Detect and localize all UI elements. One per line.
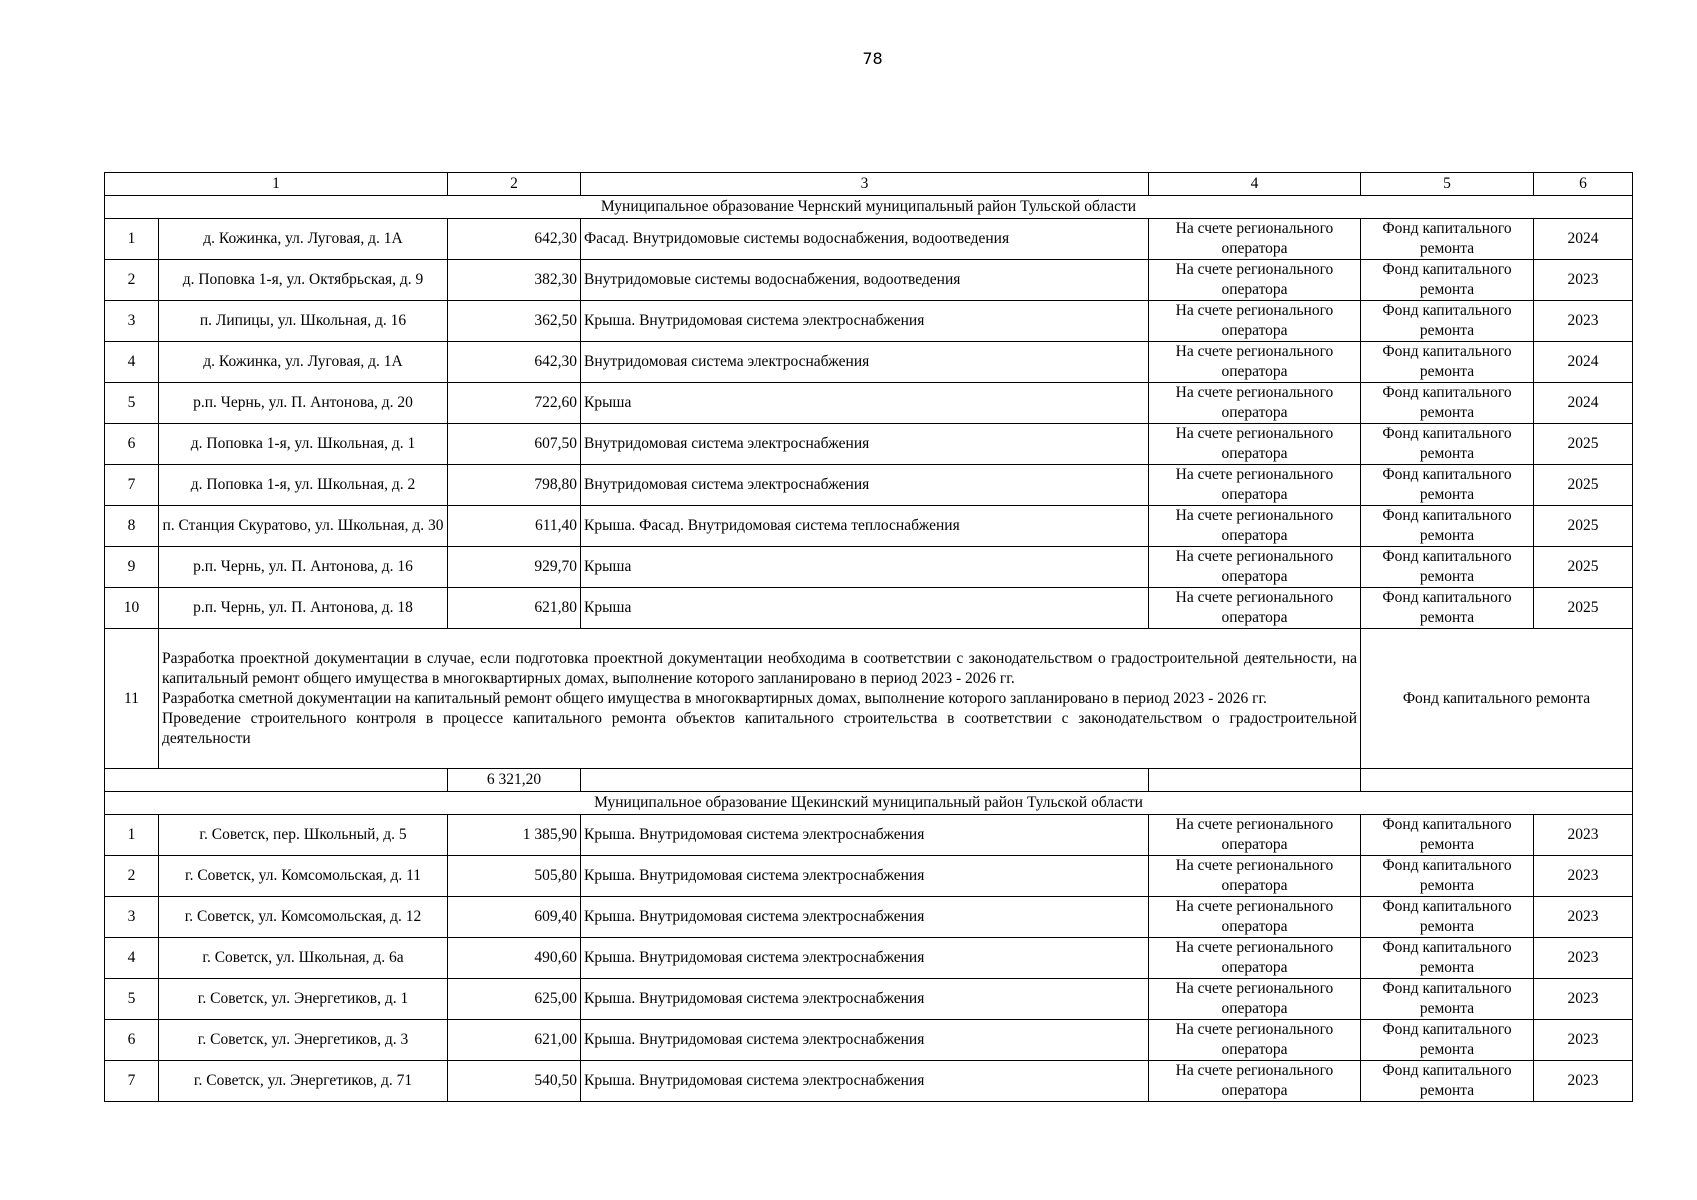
house-area: 625,00 [448,979,581,1020]
funding-source: Фонд капитального ремонта [1361,897,1534,938]
house-address: п. Станция Скуратово, ул. Школьная, д. 30 [159,506,448,547]
repair-year: 2025 [1534,465,1633,506]
fund-account: На счете регионального оператора [1149,856,1361,897]
repair-year: 2023 [1534,301,1633,342]
fund-account: На счете регионального оператора [1149,301,1361,342]
repair-works: Крыша. Внутридомовая система электроснабжения [581,979,1149,1020]
table-row [105,856,1633,897]
repair-works: Крыша [581,547,1149,588]
note-paragraph: Разработка проектной документации в случае, если подготовка проектной документации необходима в соответствии с законодательством о градостроительной деятельности, на капитальный ремонт общего имущества в многоквартирных домах, выполнение которого запланировано в период 2023 - 2026 гг. [162,649,1357,687]
repair-program-table [104,172,1633,1102]
municipality-header-row [105,196,1633,219]
row-number: 7 [105,465,159,506]
table-row [105,301,1633,342]
house-address: д. Кожинка, ул. Луговая, д. 1А [159,219,448,260]
row-number: 5 [105,979,159,1020]
column-header-2: 2 [448,173,581,196]
funding-source: Фонд капитального ремонта [1361,1020,1534,1061]
funding-source: Фонд капитального ремонта [1361,301,1534,342]
fund-account: На счете регионального оператора [1149,506,1361,547]
fund-account: На счете регионального оператора [1149,815,1361,856]
table-row [105,506,1633,547]
funding-source: Фонд капитального ремонта [1361,938,1534,979]
total-area: 6 321,20 [448,769,581,792]
repair-year: 2024 [1534,219,1633,260]
municipality-title: Муниципальное образование Щекинский муниципальный район Тульской области [105,792,1633,815]
column-number-header-row [105,173,1633,196]
house-address: г. Советск, ул. Энергетиков, д. 1 [159,979,448,1020]
row-number: 1 [105,219,159,260]
row-number: 9 [105,547,159,588]
house-area: 607,50 [448,424,581,465]
row-number: 6 [105,1020,159,1061]
table-row [105,424,1633,465]
house-area: 642,30 [448,219,581,260]
row-number: 2 [105,856,159,897]
repair-year: 2024 [1534,383,1633,424]
table-row [105,938,1633,979]
repair-year: 2023 [1534,1020,1633,1061]
house-area: 540,50 [448,1061,581,1102]
house-area: 609,40 [448,897,581,938]
table-row [105,897,1633,938]
house-address: г. Советск, ул. Школьная, д. 6а [159,938,448,979]
row-number: 6 [105,424,159,465]
funding-source: Фонд капитального ремонта [1361,260,1534,301]
funding-source: Фонд капитального ремонта [1361,342,1534,383]
fund-account: На счете регионального оператора [1149,588,1361,629]
house-address: р.п. Чернь, ул. П. Антонова, д. 16 [159,547,448,588]
house-area: 642,30 [448,342,581,383]
funding-source: Фонд капитального ремонта [1361,856,1534,897]
funding-source: Фонд капитального ремонта [1361,465,1534,506]
total-empty-cell [581,769,1149,792]
house-area: 621,00 [448,1020,581,1061]
table-row [105,815,1633,856]
fund-account: На счете регионального оператора [1149,979,1361,1020]
repair-year: 2025 [1534,588,1633,629]
funding-source: Фонд капитального ремонта [1361,506,1534,547]
funding-source: Фонд капитального ремонта [1361,979,1534,1020]
house-area: 382,30 [448,260,581,301]
house-address: р.п. Чернь, ул. П. Антонова, д. 20 [159,383,448,424]
repair-works: Крыша [581,588,1149,629]
repair-year: 2023 [1534,856,1633,897]
table-body [105,173,1633,1102]
repair-year: 2024 [1534,342,1633,383]
repair-year: 2025 [1534,547,1633,588]
repair-works: Внутридомовая система электроснабжения [581,465,1149,506]
repair-works: Крыша. Внутридомовая система электроснабжения [581,938,1149,979]
house-address: д. Поповка 1-я, ул. Школьная, д. 1 [159,424,448,465]
funding-source: Фонд капитального ремонта [1361,815,1534,856]
design-documentation-row [105,629,1633,769]
column-header-4: 4 [1149,173,1361,196]
repair-works: Крыша. Фасад. Внутридомовая система теплоснабжения [581,506,1149,547]
fund-account: На счете регионального оператора [1149,897,1361,938]
total-empty-cell [1149,769,1361,792]
house-address: д. Кожинка, ул. Луговая, д. 1А [159,342,448,383]
row-number: 4 [105,342,159,383]
repair-works: Внутридомовая система электроснабжения [581,424,1149,465]
repair-year: 2023 [1534,979,1633,1020]
fund-account: На счете регионального оператора [1149,938,1361,979]
table-row [105,588,1633,629]
repair-year: 2023 [1534,897,1633,938]
fund-account: На счете регионального оператора [1149,219,1361,260]
repair-works: Внутридомовые системы водоснабжения, водоотведения [581,260,1149,301]
repair-works: Крыша. Внутридомовая система электроснабжения [581,1020,1149,1061]
row-number: 11 [105,629,159,769]
row-number: 7 [105,1061,159,1102]
repair-works: Крыша. Внутридомовая система электроснабжения [581,856,1149,897]
municipality-title: Муниципальное образование Чернский муниципальный район Тульской области [105,196,1633,219]
row-number: 3 [105,897,159,938]
house-area: 490,60 [448,938,581,979]
house-address: д. Поповка 1-я, ул. Октябрьская, д. 9 [159,260,448,301]
row-number: 3 [105,301,159,342]
table-row [105,219,1633,260]
repair-year: 2023 [1534,815,1633,856]
fund-account: На счете регионального оператора [1149,342,1361,383]
note-paragraph: Разработка сметной документации на капитальный ремонт общего имущества в многоквартирных домах, выполнение которого запланировано в период 2023 - 2026 гг. [162,689,1267,707]
funding-source: Фонд капитального ремонта [1361,219,1534,260]
repair-works: Внутридомовая система электроснабжения [581,342,1149,383]
repair-year: 2023 [1534,260,1633,301]
table-row [105,979,1633,1020]
funding-source: Фонд капитального ремонта [1361,547,1534,588]
row-number: 4 [105,938,159,979]
funding-source: Фонд капитального ремонта [1361,1061,1534,1102]
design-documentation-text [159,629,1361,769]
row-number: 5 [105,383,159,424]
house-area: 621,80 [448,588,581,629]
note-paragraph: Проведение строительного контроля в процессе капитального ремонта объектов капитального строительства в соответствии с законодательством о градостроительной деятельности [162,709,1357,747]
row-number: 2 [105,260,159,301]
total-empty-cell [1361,769,1633,792]
row-number: 8 [105,506,159,547]
table-row [105,1061,1633,1102]
house-area: 1 385,90 [448,815,581,856]
repair-works: Фасад. Внутридомовые системы водоснабжения, водоотведения [581,219,1149,260]
repair-year: 2023 [1534,1061,1633,1102]
column-header-1: 1 [105,173,448,196]
fund-account: На счете регионального оператора [1149,383,1361,424]
column-header-5: 5 [1361,173,1534,196]
house-address: р.п. Чернь, ул. П. Антонова, д. 18 [159,588,448,629]
table-row [105,465,1633,506]
house-area: 929,70 [448,547,581,588]
repair-works: Крыша. Внутридомовая система электроснабжения [581,897,1149,938]
total-label-cell [105,769,448,792]
house-area: 362,50 [448,301,581,342]
funding-source: Фонд капитального ремонта [1361,424,1534,465]
house-address: г. Советск, ул. Комсомольская, д. 12 [159,897,448,938]
house-area: 798,80 [448,465,581,506]
column-header-3: 3 [581,173,1149,196]
repair-works: Крыша [581,383,1149,424]
fund-account: На счете регионального оператора [1149,424,1361,465]
column-header-6: 6 [1534,173,1633,196]
house-address: г. Советск, ул. Энергетиков, д. 71 [159,1061,448,1102]
house-address: г. Советск, пер. Школьный, д. 5 [159,815,448,856]
fund-account: На счете регионального оператора [1149,1020,1361,1061]
table-row [105,547,1633,588]
table-row [105,342,1633,383]
house-area: 505,80 [448,856,581,897]
table-row [105,383,1633,424]
house-area: 722,60 [448,383,581,424]
row-number: 10 [105,588,159,629]
repair-works: Крыша. Внутридомовая система электроснабжения [581,1061,1149,1102]
fund-account: На счете регионального оператора [1149,547,1361,588]
house-area: 611,40 [448,506,581,547]
table-row [105,260,1633,301]
table-row [105,1020,1633,1061]
row-number: 1 [105,815,159,856]
house-address: г. Советск, ул. Комсомольская, д. 11 [159,856,448,897]
repair-year: 2025 [1534,424,1633,465]
fund-account: На счете регионального оператора [1149,465,1361,506]
house-address: п. Липицы, ул. Школьная, д. 16 [159,301,448,342]
funding-source: Фонд капитального ремонта [1361,588,1534,629]
funding-source: Фонд капитального ремонта [1361,629,1633,769]
funding-source: Фонд капитального ремонта [1361,383,1534,424]
repair-year: 2025 [1534,506,1633,547]
fund-account: На счете регионального оператора [1149,1061,1361,1102]
total-row [105,769,1633,792]
repair-year: 2023 [1534,938,1633,979]
municipality-header-row [105,792,1633,815]
repair-works: Крыша. Внутридомовая система электроснабжения [581,815,1149,856]
house-address: д. Поповка 1-я, ул. Школьная, д. 2 [159,465,448,506]
fund-account: На счете регионального оператора [1149,260,1361,301]
repair-works: Крыша. Внутридомовая система электроснабжения [581,301,1149,342]
page-number: 78 [862,49,883,68]
house-address: г. Советск, ул. Энергетиков, д. 3 [159,1020,448,1061]
